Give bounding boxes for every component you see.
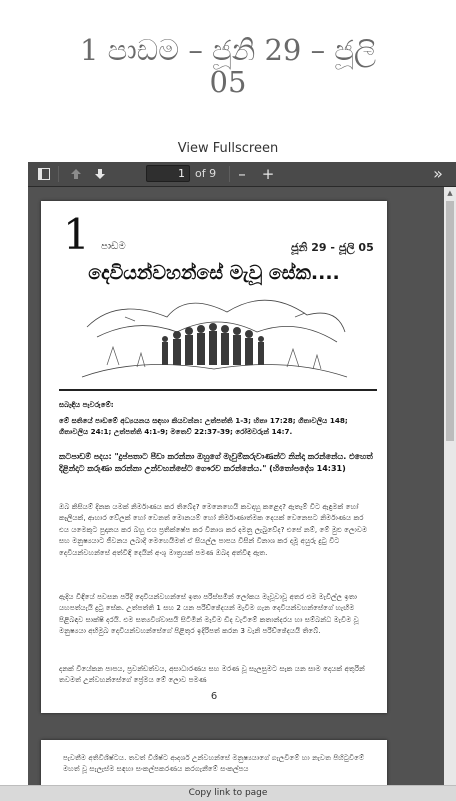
page-title	[0, 34, 456, 98]
view-fullscreen-link[interactable]: View Fullscreen	[177, 141, 279, 156]
weekly-reading: මේ සතියේ පාඩමේ අධ්‍යයනය සඳහා කියවන්න: උත්පත්ති 1-3; හිතා 17:28; ගීතාවලිය 148; ගීතාවලිය 24:1; උත්පත්ති 4:1-9; මතෙව් 22:37-39; රෝමවරුන් 14:7.	[59, 416, 348, 437]
lesson-word: පාඩම	[101, 241, 126, 252]
zoom-in-button[interactable]: +	[261, 165, 275, 183]
bottom-bar-label[interactable]: Copy link to page	[188, 788, 268, 798]
chapter-number: 1	[63, 210, 90, 259]
reading-heading: සබැඳිය පැවරුමේ:	[59, 400, 114, 409]
page-count: of 9	[195, 167, 217, 180]
creation-illustration	[77, 287, 351, 385]
pdf-toolbar	[28, 162, 456, 187]
vertical-scrollbar[interactable]	[444, 187, 456, 789]
bottom-bar	[0, 785, 456, 801]
page-number-input[interactable]	[146, 165, 190, 182]
page-title-line-1: 1 පාඩම – ජූනි 29 – ජූලි	[79, 33, 377, 67]
sidebar-toggle-icon[interactable]	[34, 162, 54, 186]
pdf-page-2	[41, 740, 387, 789]
double-chevron-right-icon[interactable]: »	[433, 164, 443, 183]
arrow-down-icon[interactable]	[90, 162, 110, 186]
pdf-viewer	[28, 162, 456, 789]
body-paragraph-2: ඇදිය විඳියේ පවසන පරිදි දෙවියන්වහන්සේ ඉතා පරිස්සමින් ලෝකය මැවූවාවූ අතර එම මැවිල්ල ඉතා යහපත්යැයි දුටු සේක. උත්පත්ති 1 සහ 2 යන පරිච්ඡේදයන් මැවීම ගැන දෙවියන්වහන්සේගේ හැඟීම පිළිබඳව සාක්ෂි දරයි. එම සත්‍යවිශ්වාසයි සිටීමින් මැවීම ඩිද වැටීමේ කතාන්දරය හා සම්බන්ධ මැවීම වූ මනුෂ්‍යයා අභිමුඛ දෙවියන්වහන්සේගේ පිළිතුර ඉදිරිපත් කරන 3 වැනි පරිච්ඡේදයයි තිබේ.	[59, 592, 359, 636]
pdf-page-1	[41, 201, 387, 713]
body-paragraph-3: දනක් වියේකන පාපය, ප්‍රවන්ඩත්වය, අසාධාරණය සහ මරණ වූ සැලසුමට සැක යන සාම දෙයක් අතුරින් තවමත් උන්වහන්සේගේ ප්‍රේමය මේ ලොව පමණ	[59, 664, 365, 685]
body-paragraph-1: ඔබ කිසියම් දිනක යමක් නිර්මාණය කර තිබේද? මෙනෙහෙයි කවදාහු කළෙද? ඇතැම් විට ඇඳුමක් හෝ කෑලියක්, ආහාර වේලක් හෝ වෙනත් මොනයම් හෝ නිර්මාණාත්මක දෙයක් වෙනෙසට නිර්මාණය කර එය යමෙකුට පුදානය කර බහු එය ප්‍රතික්ෂේප කර විනාශ කර දමනු ලැබුවේද? එසේ නම්, මේ මුළු ලොවම සහ මනුෂ්‍යයාට ජීවනය ලබාදී මෙහෙයීමත් ඒ සියල්ල පාපය විසින් විනාශ කර දමූ අයුරු දුටු විට දෙවියන්වහන්සේ අත්විඳි දෙයින් අංශු මාත්‍රයක් පමණ ඔබද අත්විඳ ඇත.	[59, 502, 368, 557]
toolbar-separator	[58, 166, 59, 182]
pdf-page-area[interactable]	[28, 187, 444, 789]
toolbar-separator	[229, 166, 230, 182]
scroll-up-icon[interactable]: ▲	[447, 189, 453, 197]
lesson-dates: ජූනි 29 - ජූලි 05	[291, 241, 374, 254]
memory-text: කටපාඩම් පදය: "දුප්පතාට පීඩා කරන්නා ඔහුගේ මැවුම්කරුවාණන්ට නින්දා කරන්නේය. එහෙත් දිළින්දාට කරුණා කරන්නා උන්වහන්සේට ගෞරව කරන්නේය." (හිතෝපදේශ 14:31)	[59, 452, 373, 473]
header-rule	[59, 389, 377, 391]
page-title-line-2: 05	[209, 65, 247, 99]
scroll-thumb[interactable]	[446, 201, 454, 441]
zoom-out-button[interactable]: –	[238, 165, 246, 183]
arrow-up-icon[interactable]	[66, 162, 86, 186]
lesson-headline: දෙවියන්වහන්සේ මැවූ සේක....	[88, 262, 340, 284]
page-2-text: පැවතීම අතිවිශිෂ්ටය. තවත් විශිෂ්ට ආදර්ශ උන්වහන්සේ මනුෂ්‍යයාගේ ගැලවීමේ හා නැවත පිහිටුවීමේ මහත් වූ සැලැස්ම සඳහා සංකල්පකරණය කරගැනීමේ සංකල්පය	[63, 753, 365, 774]
page-number: 6	[210, 691, 218, 702]
